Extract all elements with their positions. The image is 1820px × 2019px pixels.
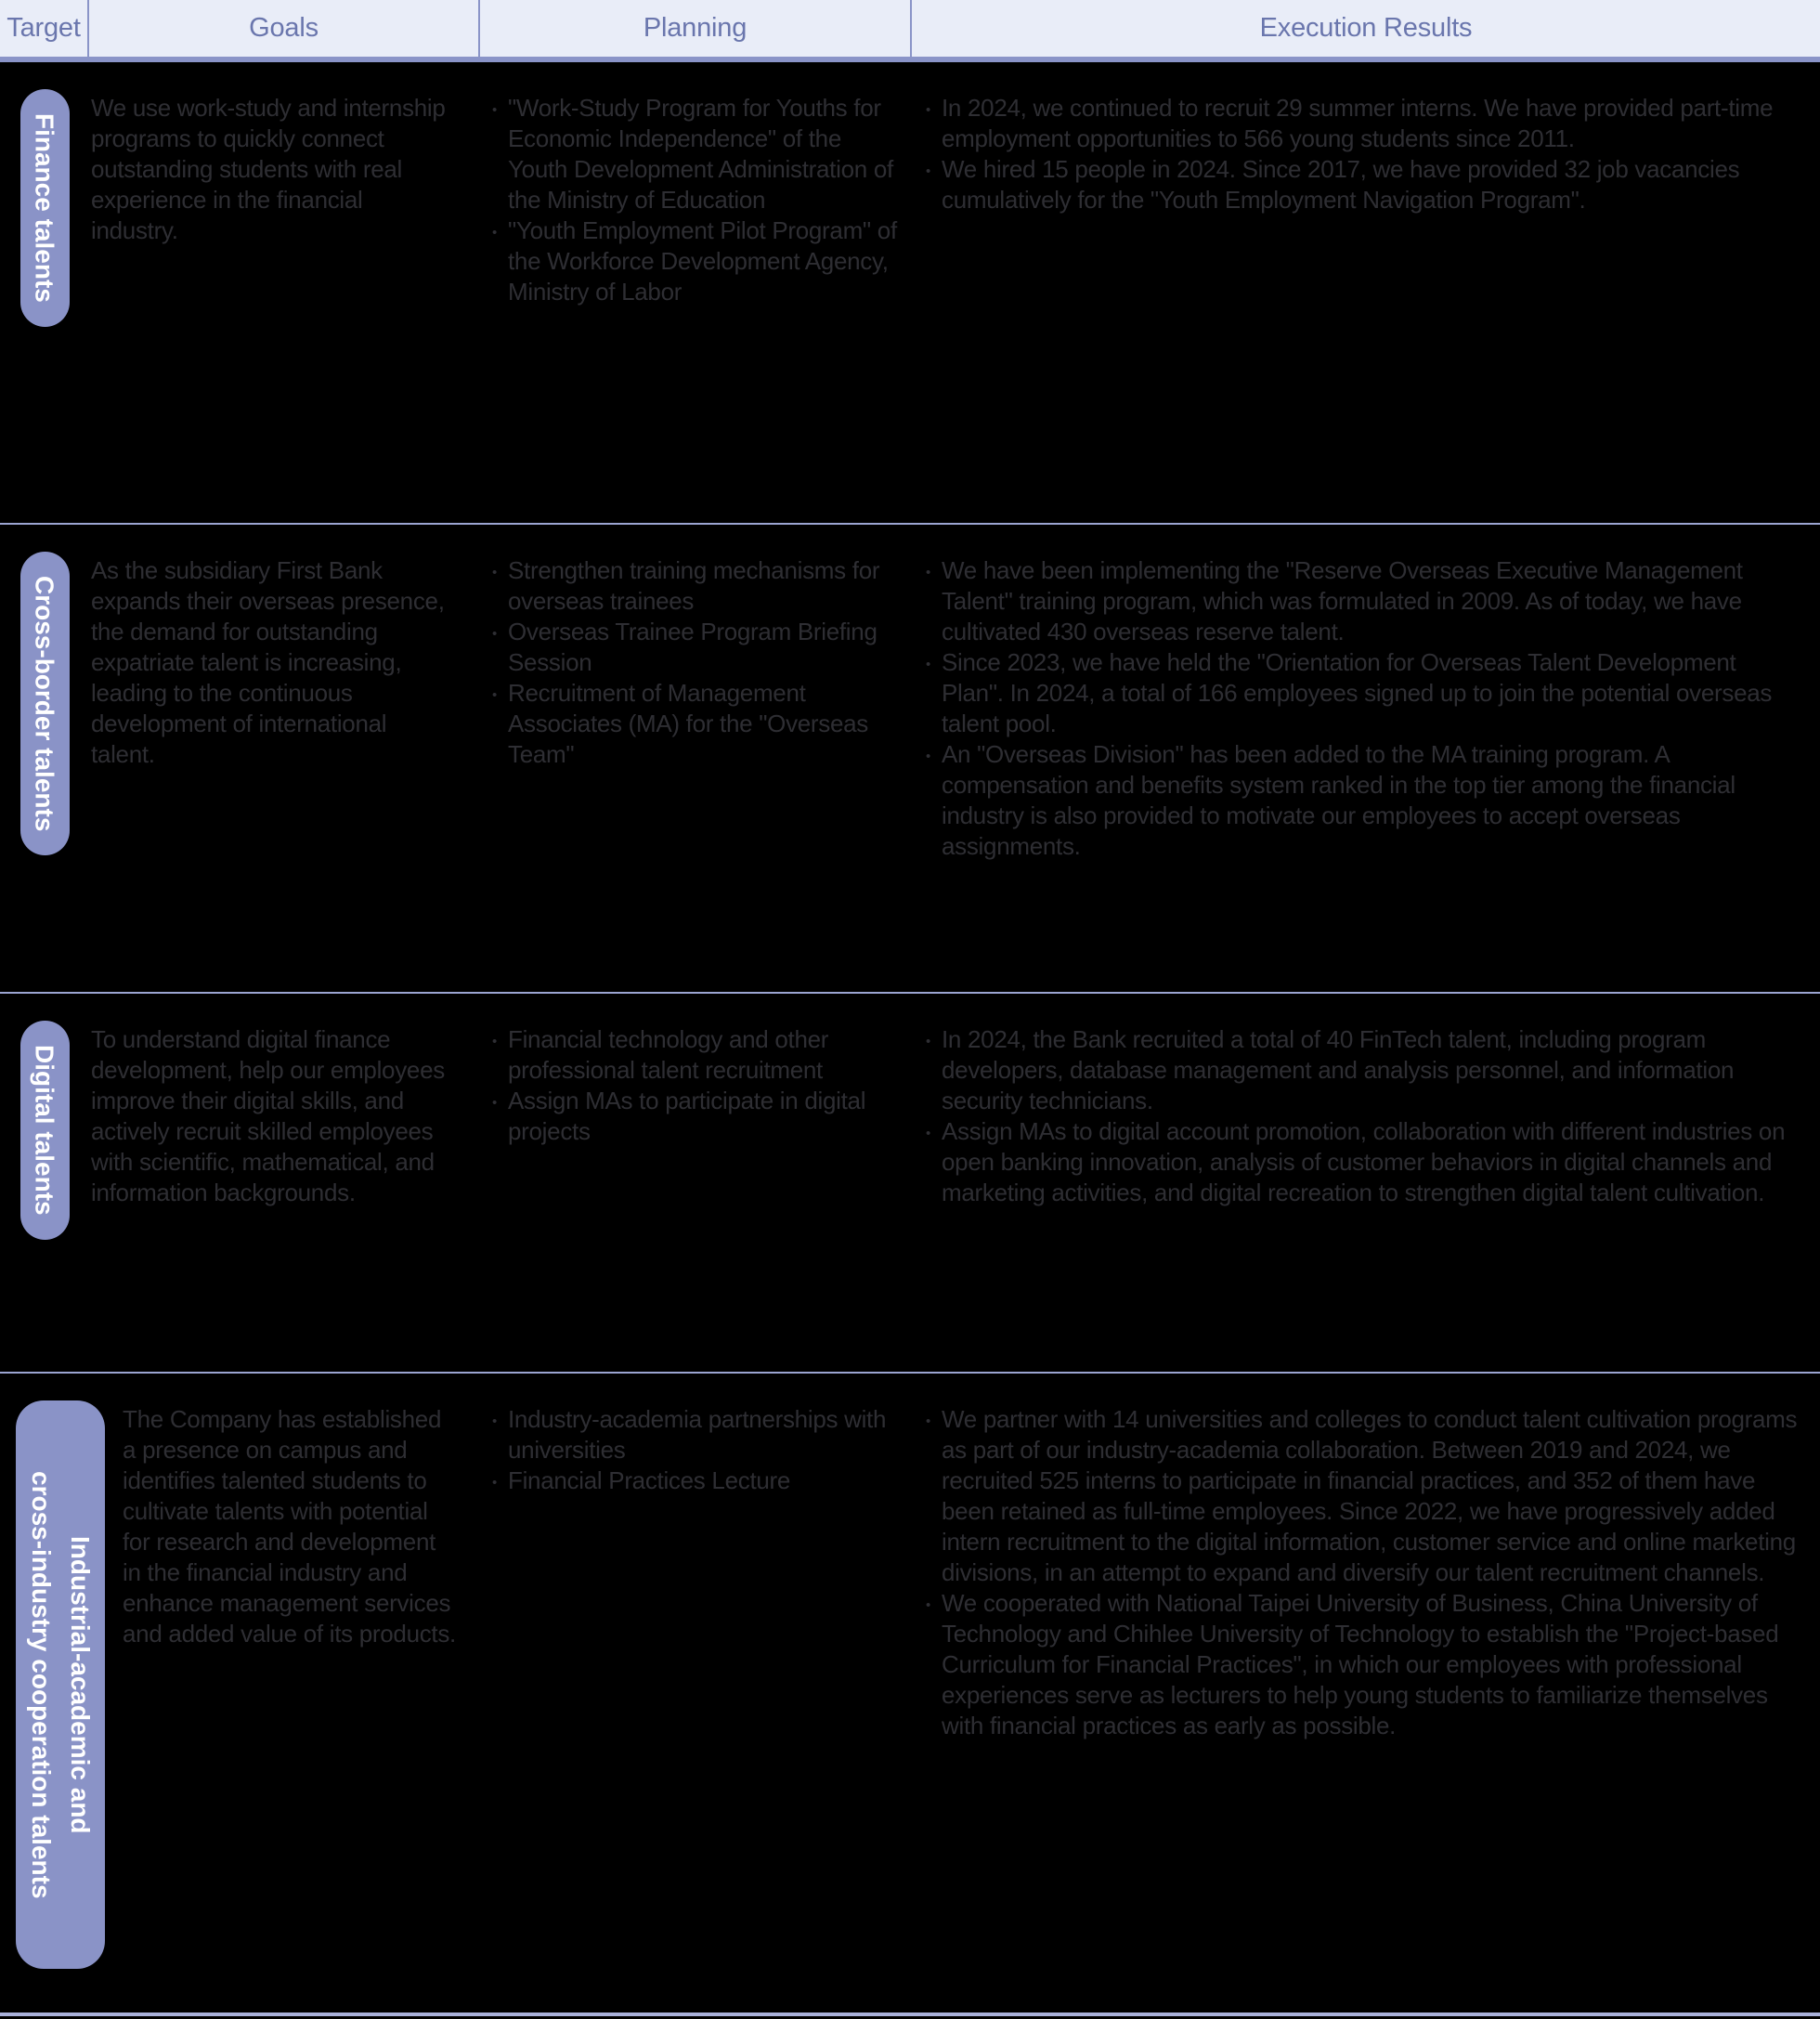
execution-item: • We partner with 14 universities and colleges to conduct talent cultivation programs as part of our industry-academia collaboration. Between 2019 and 2024, we recruited 525 interns to participate in financial practices, and 352 of them have been retained as full-time employees. Since 2022, we have progressively added intern recruitment to the digital information, customer service and online marketing divisions, in an attempt to expand and diversify our talent recruitment channels. bbox=[926, 1404, 1801, 1588]
target-cell bbox=[0, 994, 89, 1372]
execution-item: • Since 2023, we have held the "Orientation for Overseas Talent Development Plan". In 2024, a total of 166 employees signed up to join the potential overseas talent pool. bbox=[926, 647, 1801, 739]
goals-cell bbox=[89, 525, 480, 992]
execution-item: • Assign MAs to digital account promotion, collaboration with different industries on open banking innovation, analysis of customer behaviors in digital channels and marketing activities, and digital recreation to strengthen digital talent cultivation. bbox=[926, 1116, 1801, 1208]
planning-item: • Strengthen training mechanisms for overseas trainees bbox=[492, 555, 901, 617]
target-pill-label-line1: Industrial-academic and bbox=[66, 1535, 95, 1834]
planning-cell bbox=[480, 62, 912, 523]
target-pill-label-line2: cross-industry cooperation talents bbox=[27, 1470, 56, 1899]
planning-item: • Financial technology and other professional talent recruitment bbox=[492, 1024, 901, 1086]
execution-results-cell bbox=[912, 1374, 1820, 2012]
table-bottom-border bbox=[0, 2012, 1820, 2016]
execution-results-cell bbox=[912, 525, 1820, 992]
planning-item: • Financial Practices Lecture bbox=[492, 1465, 901, 1496]
planning-item: • Overseas Trainee Program Briefing Session bbox=[492, 617, 901, 678]
column-header-target: Target bbox=[0, 0, 89, 57]
goals-cell bbox=[89, 62, 480, 523]
goals-text: To understand digital finance development, help our employees improve their digital skills, and actively recruit skilled employees with scientific, mathematical, and information backgrounds. bbox=[91, 1025, 445, 1206]
execution-item: • In 2024, we continued to recruit 29 summer interns. We have provided part-time employment opportunities to 566 young students since 2011. bbox=[926, 93, 1801, 154]
execution-item: • We cooperated with National Taipei University of Business, China University of Technology and Chihlee University of Technology to establish the "Project-based Curriculum for Financial Practices", in which our employees with professional experiences serve as lecturers to help young students to familiarize themselves with financial practices as early as possible. bbox=[926, 1588, 1801, 1741]
target-pill bbox=[16, 1400, 105, 1969]
planning-item: • "Youth Employment Pilot Program" of the Workforce Development Agency, Ministry of Labor bbox=[492, 215, 901, 307]
target-pill-label: Cross-border talents bbox=[30, 576, 59, 832]
target-cell bbox=[0, 1374, 121, 2012]
execution-results-cell bbox=[912, 62, 1820, 523]
execution-item: • We hired 15 people in 2024. Since 2017, we have provided 32 job vacancies cumulatively for the "Youth Employment Navigation Program". bbox=[926, 154, 1801, 215]
goals-cell bbox=[89, 994, 480, 1372]
table-row-cross-border-talents bbox=[0, 525, 1820, 992]
target-pill bbox=[20, 89, 70, 327]
target-pill-label: Digital talents bbox=[30, 1045, 59, 1216]
target-cell bbox=[0, 62, 89, 523]
table-row-finance-talents bbox=[0, 62, 1820, 523]
table-row-digital-talents bbox=[0, 994, 1820, 1372]
planning-cell bbox=[480, 1374, 912, 2012]
table-row-industrial-academic-talents bbox=[0, 1374, 1820, 2012]
goals-text: As the subsidiary First Bank expands their overseas presence, the demand for outstanding expatriate talent is increasing, leading to the continuous development of international talent. bbox=[91, 556, 445, 768]
execution-results-cell bbox=[912, 994, 1820, 1372]
planning-item: • "Work-Study Program for Youths for Economic Independence" of the Youth Development Administration of the Ministry of Education bbox=[492, 93, 901, 215]
execution-item: • In 2024, the Bank recruited a total of 40 FinTech talent, including program developers, database management and analysis personnel, and information security technicians. bbox=[926, 1024, 1801, 1116]
target-cell bbox=[0, 525, 89, 992]
column-header-execution-results: Execution Results bbox=[1259, 13, 1473, 43]
goals-text: The Company has established a presence on campus and identifies talented students to cultivate talents with potential for research and development in the financial industry and enhance management services and added value of its products. bbox=[123, 1405, 456, 1648]
planning-cell bbox=[480, 994, 912, 1372]
column-header-goals: Goals bbox=[89, 0, 480, 57]
column-header-planning: Planning bbox=[480, 0, 912, 57]
target-pill-label: Finance talents bbox=[30, 113, 59, 303]
planning-item: • Recruitment of Management Associates (MA) for the "Overseas Team" bbox=[492, 678, 901, 770]
planning-item: • Assign MAs to participate in digital projects bbox=[492, 1086, 901, 1147]
planning-item: • Industry-academia partnerships with universities bbox=[492, 1404, 901, 1465]
header-row bbox=[0, 0, 1820, 57]
goals-cell bbox=[121, 1374, 480, 2012]
goals-text: We use work-study and internship programs to quickly connect outstanding students with real experience in the financial industry. bbox=[91, 94, 446, 244]
target-pill bbox=[20, 552, 70, 855]
planning-cell bbox=[480, 525, 912, 992]
execution-item: • An "Overseas Division" has been added to the MA training program. A compensation and benefits system ranked in the top tier among the financial industry is also provided to motivate our employees to accept overseas assignments. bbox=[926, 739, 1801, 862]
target-pill bbox=[20, 1021, 70, 1240]
execution-item: • We have been implementing the "Reserve Overseas Executive Management Talent" training program, which was formulated in 2009. As of today, we have cultivated 430 overseas reserve talent. bbox=[926, 555, 1801, 647]
